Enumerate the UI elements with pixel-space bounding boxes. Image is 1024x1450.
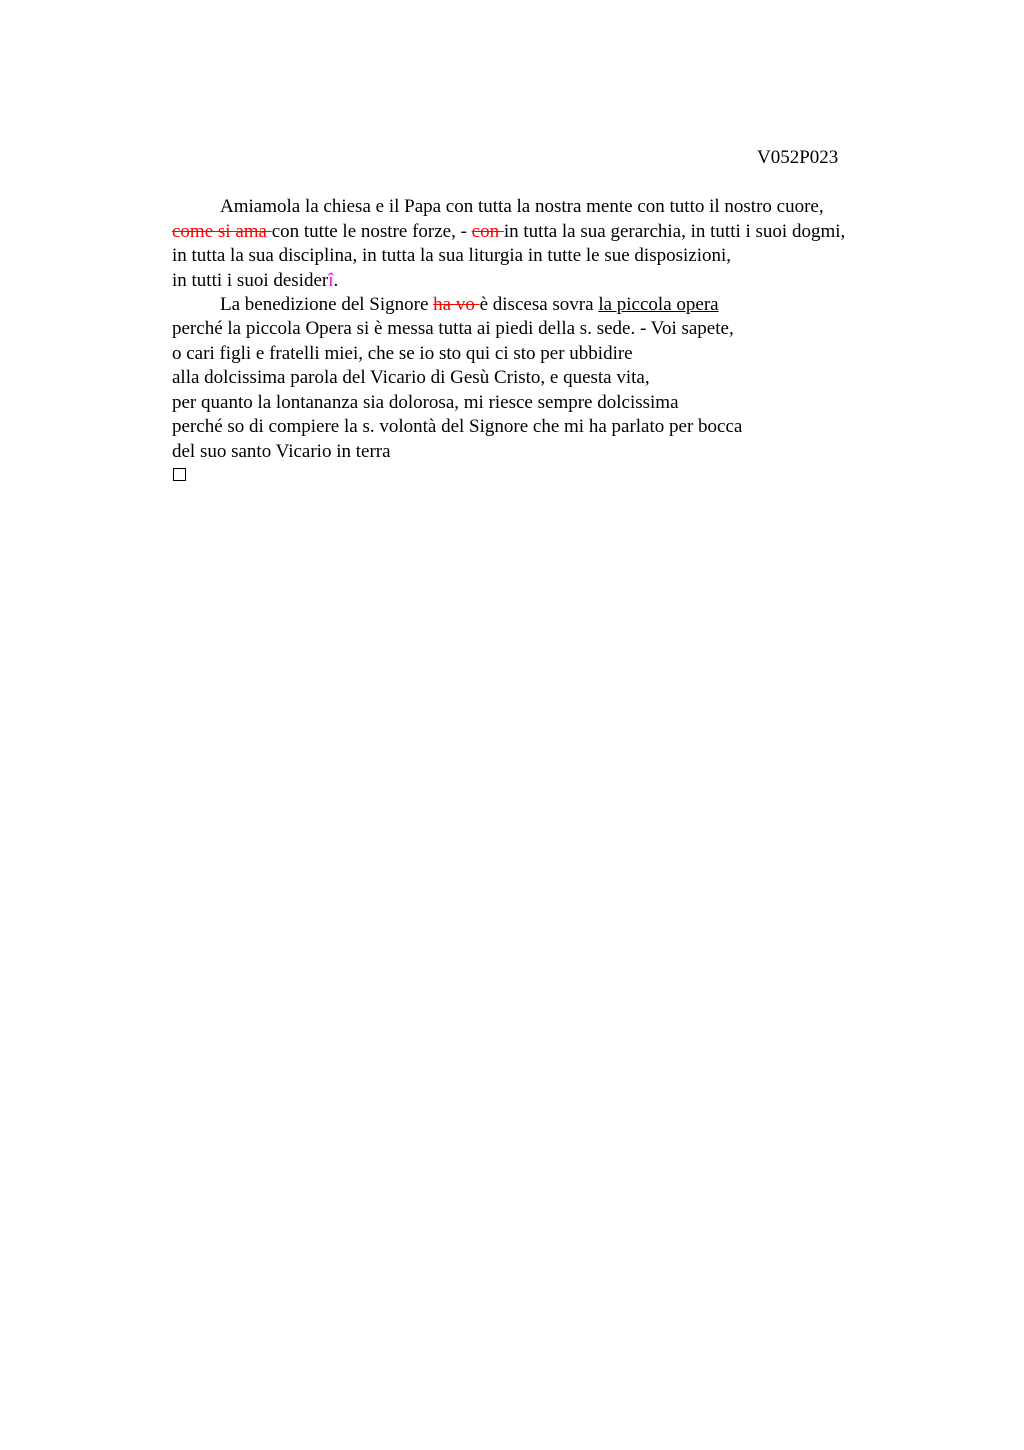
text-line-6 — [172, 318, 734, 340]
text-segment: del suo santo Vicario in terra — [172, 441, 391, 462]
text-line-1 — [220, 196, 824, 218]
text-segment: per quanto la lontananza sia dolorosa, mi riesce sempre dolcissima — [172, 392, 679, 413]
deleted-text: ha vo — [433, 294, 480, 315]
end-marker-box — [173, 468, 186, 481]
deleted-text: come si ama — [172, 221, 272, 242]
text-line-2 — [172, 221, 845, 243]
text-line-10 — [172, 416, 742, 438]
text-segment: o cari figli e fratelli miei, che se io sto qui ci sto per ubbidire — [172, 343, 633, 364]
text-segment: in tutta la sua gerarchia, in tutti i suoi dogmi, — [503, 221, 846, 242]
deleted-text: con — [471, 221, 504, 242]
text-segment: La benedizione del Signore — [220, 294, 434, 315]
text-segment: perché la piccola Opera si è messa tutta ai piedi della s. sede. - Voi sapete, — [172, 318, 734, 339]
text-line-8 — [172, 367, 650, 389]
inserted-text: î — [328, 270, 334, 291]
text-line-4 — [172, 270, 338, 292]
text-segment: . — [333, 270, 339, 291]
text-segment: con tutte le nostre forze, - — [271, 221, 472, 242]
page-code: V052P023 — [757, 147, 839, 168]
text-segment: in tutti i suoi desider — [172, 270, 329, 291]
text-line-11 — [172, 441, 391, 463]
text-segment: in tutta la sua disciplina, in tutta la sua liturgia in tutte le sue disposizioni, — [172, 245, 732, 266]
text-line-5 — [220, 294, 719, 316]
text-segment: perché so di compiere la s. volontà del Signore che mi ha parlato per bocca — [172, 416, 743, 437]
text-line-3 — [172, 245, 731, 267]
underlined-text: la piccola opera — [598, 294, 719, 315]
text-segment: alla dolcissima parola del Vicario di Gesù Cristo, e questa vita, — [172, 367, 650, 388]
text-line-9 — [172, 392, 679, 414]
text-segment: Amiamola la chiesa e il Papa con tutta la nostra mente con tutto il nostro cuore, — [220, 196, 824, 217]
text-line-7 — [172, 343, 633, 365]
text-segment: è discesa sovra — [479, 294, 599, 315]
